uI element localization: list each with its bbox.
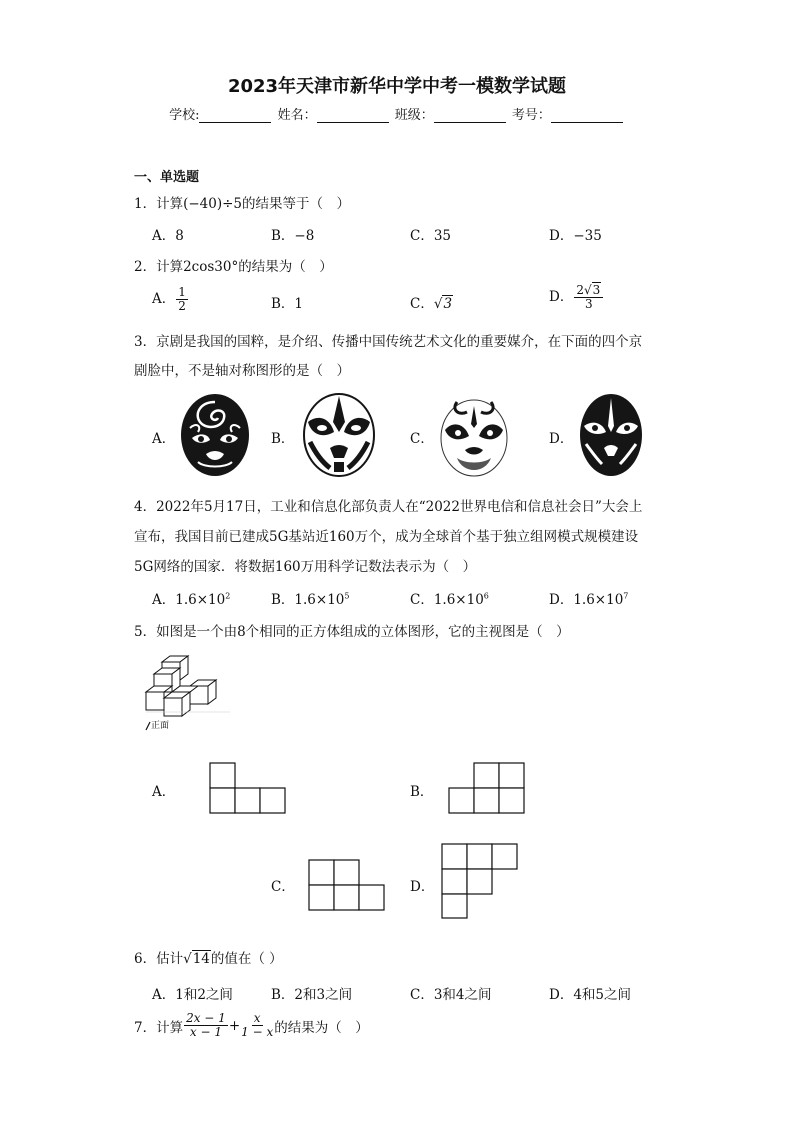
option-c[interactable]: C．35 xyxy=(410,228,452,244)
exponent: 6 xyxy=(483,591,489,601)
question-text: 6．估计 xyxy=(134,951,184,967)
question-text: 的结果为（ ） xyxy=(238,259,333,275)
question-text: 计算 xyxy=(156,196,184,212)
school-label: 学校: xyxy=(169,108,200,123)
name-blank[interactable] xyxy=(317,110,389,123)
question-text: 的结果等于（ ） xyxy=(242,196,351,212)
option-d[interactable] xyxy=(549,588,628,608)
option-d[interactable]: D． xyxy=(410,879,435,895)
option-a[interactable]: A．1和2之间 xyxy=(152,987,233,1003)
option-c[interactable]: C．3和4之间 xyxy=(410,987,492,1003)
question-number: 1． xyxy=(134,196,157,212)
exponent: 2 xyxy=(225,591,231,601)
question-3-line-1: 3．京剧是我国的国粹，是介绍、传播中国传统艺术文化的重要媒介，在下面的四个京 xyxy=(134,334,643,350)
exponent: 5 xyxy=(344,591,350,601)
option-c[interactable]: C． xyxy=(271,879,295,895)
question-text: 计算 xyxy=(156,259,184,275)
question-number: 2． xyxy=(134,259,157,275)
question-4-line-2: 宣布，我国目前已建成5G基站近160万个，成为全球首个基于独立组网模式规模建设 xyxy=(134,529,639,545)
fraction xyxy=(176,286,188,313)
numerator: 2x − 1 xyxy=(186,1011,226,1025)
radicand: 3 xyxy=(443,296,453,312)
option-c[interactable] xyxy=(410,588,489,608)
option-c[interactable]: C． xyxy=(410,431,434,447)
option-text: B．1.6×10 xyxy=(271,592,345,608)
denominator: 1 − x xyxy=(241,1025,274,1039)
fraction xyxy=(241,1012,273,1039)
exponent: 7 xyxy=(623,591,629,601)
math-expression: (−40)÷5 xyxy=(183,196,243,212)
opera-mask-c-icon[interactable] xyxy=(437,394,511,478)
option-b[interactable]: B．2和3之间 xyxy=(271,987,353,1003)
option-a[interactable] xyxy=(152,588,230,608)
front-view-a[interactable] xyxy=(209,762,287,814)
page-title: 2023年天津市新华中学中考一模数学试题 xyxy=(227,76,567,97)
question-3-line-2: 剧脸中，不是轴对称图形的是（ ） xyxy=(134,363,350,379)
option-b[interactable]: B．1 xyxy=(271,296,304,312)
front-view-d[interactable] xyxy=(441,843,519,919)
sqrt-icon: √ xyxy=(433,296,443,312)
exam-no-blank[interactable] xyxy=(551,110,623,123)
denominator: 3 xyxy=(584,297,593,311)
question-text: 的值在（ ） xyxy=(210,951,283,967)
opera-mask-a-icon[interactable] xyxy=(178,392,252,478)
option-a[interactable]: A． xyxy=(152,784,176,800)
question-text: 的结果为（ ） xyxy=(274,1019,369,1036)
option-label: D． xyxy=(549,289,574,305)
numerator xyxy=(574,284,603,298)
option-a[interactable]: A．8 xyxy=(152,228,184,244)
option-b[interactable] xyxy=(271,588,349,608)
numerator: x xyxy=(253,1011,261,1025)
option-b[interactable]: B． xyxy=(271,431,295,447)
denominator: x − 1 xyxy=(189,1025,222,1039)
front-arrow-icon xyxy=(146,722,150,730)
option-text: C．1.6×10 xyxy=(410,592,484,608)
school-blank[interactable] xyxy=(199,110,271,123)
question-text: 7．计算 xyxy=(134,1019,184,1036)
denominator: 2 xyxy=(178,299,186,313)
class-label: 班级： xyxy=(394,108,434,123)
question-6 xyxy=(134,947,283,967)
option-b[interactable]: B． xyxy=(410,784,434,800)
student-info-line xyxy=(0,104,794,123)
option-a[interactable]: A． xyxy=(152,431,176,447)
question-2 xyxy=(134,255,333,275)
opera-mask-d-icon[interactable] xyxy=(578,392,644,478)
option-d[interactable]: D．4和5之间 xyxy=(549,987,632,1003)
front-view-c[interactable] xyxy=(308,859,386,911)
question-5: 5．如图是一个由8个相同的正方体组成的立体图形，它的主视图是（ ） xyxy=(134,624,570,640)
option-c[interactable] xyxy=(410,292,453,312)
name-label: 姓名： xyxy=(277,108,317,123)
question-4-line-3: 5G网络的国家．将数据160万用科学记数法表示为（ ） xyxy=(134,559,477,575)
option-a[interactable] xyxy=(152,286,189,313)
option-d[interactable]: D．−35 xyxy=(549,228,602,244)
front-view-b[interactable] xyxy=(448,762,526,814)
fraction xyxy=(574,284,603,311)
front-label: 正面 xyxy=(151,721,170,731)
class-blank[interactable] xyxy=(434,110,506,123)
question-7 xyxy=(134,1012,369,1039)
option-b[interactable]: B．−8 xyxy=(271,228,315,244)
option-label: C． xyxy=(410,296,434,312)
numerator: 1 xyxy=(178,285,186,299)
exam-no-label: 考号： xyxy=(511,108,551,123)
plus-sign: + xyxy=(228,1017,241,1034)
coefficient: 2 xyxy=(576,283,584,297)
option-text: A．1.6×10 xyxy=(152,592,226,608)
option-d[interactable] xyxy=(549,284,604,311)
radicand: 3 xyxy=(592,283,601,297)
sqrt-icon: √ xyxy=(583,283,592,297)
question-1 xyxy=(134,192,350,212)
fraction xyxy=(184,1012,228,1039)
math-expression: 2cos30° xyxy=(183,259,239,275)
option-label: A． xyxy=(152,291,176,307)
sqrt-icon: √ xyxy=(183,951,192,967)
question-4-line-1: 4．2022年5月17日，工业和信息化部负责人在“2022世界电信和信息社会日”大会上 xyxy=(134,499,643,515)
section-heading: 一、单选题 xyxy=(134,170,200,185)
radicand: 14 xyxy=(192,951,210,967)
option-d[interactable]: D． xyxy=(549,431,574,447)
opera-mask-b-icon[interactable] xyxy=(300,392,378,478)
option-text: D．1.6×10 xyxy=(549,592,624,608)
